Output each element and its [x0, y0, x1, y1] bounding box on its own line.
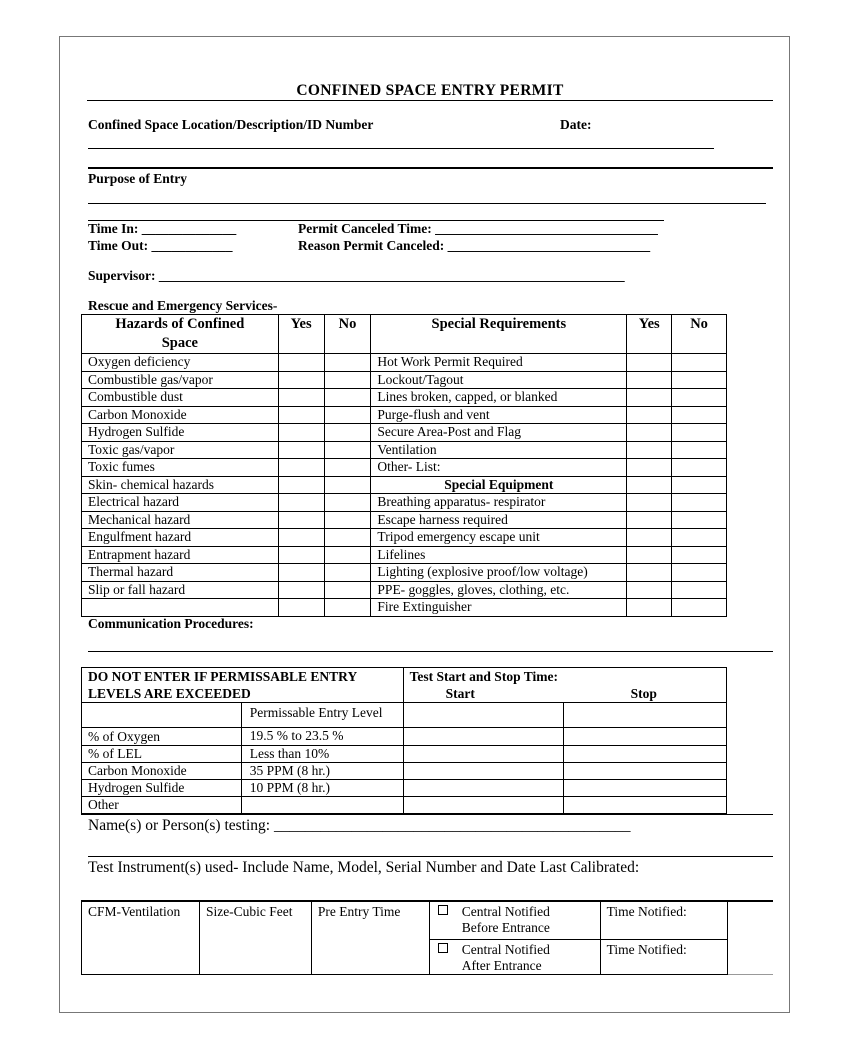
cfm-ventilation-cell: CFM-Ventilation	[82, 902, 200, 975]
hazard-cell: Combustible gas/vapor	[82, 371, 279, 389]
checkbox-icon[interactable]	[438, 905, 448, 915]
entry-level	[241, 797, 403, 814]
hazards-header: Hazards of Confined Space	[82, 315, 279, 354]
requirement-cell: PPE- goggles, gloves, clothing, etc.	[371, 581, 627, 599]
central-before-entrance[interactable]	[429, 902, 600, 940]
stop-cell[interactable]	[564, 728, 727, 746]
requirement-cell: Hot Work Permit Required	[371, 354, 627, 372]
entry-level: 19.5 % to 23.5 %	[241, 728, 403, 746]
table-row	[82, 406, 727, 424]
test-time-label: Test Start and Stop Time:	[409, 669, 558, 684]
checkbox-icon[interactable]	[438, 943, 448, 953]
no-cell[interactable]	[672, 494, 727, 512]
no-cell[interactable]	[324, 529, 371, 547]
no-cell[interactable]	[672, 406, 727, 424]
yes-cell[interactable]	[627, 389, 672, 407]
hazard-cell: Mechanical hazard	[82, 511, 279, 529]
test-item: % of LEL	[82, 746, 242, 763]
test-instruments-label: Test Instrument(s) used- Include Name, Model, Serial Number and Date Last Calibrated:	[88, 859, 640, 876]
test-time-cell	[403, 668, 726, 703]
table-row	[82, 564, 727, 582]
yes-cell[interactable]	[627, 494, 672, 512]
no-cell[interactable]	[324, 599, 371, 617]
hazard-cell: Skin- chemical hazards	[82, 476, 279, 494]
no-cell[interactable]	[324, 581, 371, 599]
no-cell[interactable]	[672, 441, 727, 459]
yes-cell[interactable]	[278, 581, 324, 599]
start-cell[interactable]	[403, 728, 564, 746]
communication-line[interactable]	[88, 651, 773, 652]
no-cell[interactable]	[672, 546, 727, 564]
entry-level: 35 PPM (8 hr.)	[241, 763, 403, 780]
location-line[interactable]	[88, 148, 714, 149]
no-cell[interactable]	[672, 511, 727, 529]
entry-level: 10 PPM (8 hr.)	[241, 780, 403, 797]
requirement-cell: Purge-flush and vent	[371, 406, 627, 424]
communication-label: Communication Procedures:	[88, 616, 254, 631]
do-not-enter-warning: DO NOT ENTER IF PERMISSABLE ENTRY LEVELS ARE EXCEEDED	[82, 668, 404, 703]
stop-cell[interactable]	[564, 763, 727, 780]
no-cell[interactable]	[324, 511, 371, 529]
yes-cell[interactable]	[278, 459, 324, 477]
instruments-rule	[88, 856, 773, 857]
table-row	[82, 494, 727, 512]
table-row	[82, 459, 727, 477]
yes-cell[interactable]	[278, 494, 324, 512]
no-cell[interactable]	[672, 424, 727, 442]
no-cell[interactable]	[324, 494, 371, 512]
yes-cell[interactable]	[627, 529, 672, 547]
yes-cell[interactable]	[278, 511, 324, 529]
yes-cell[interactable]	[627, 371, 672, 389]
no-cell[interactable]	[324, 371, 371, 389]
table-row	[82, 441, 727, 459]
yes-cell[interactable]	[627, 459, 672, 477]
table-row	[82, 581, 727, 599]
requirement-cell: Lifelines	[371, 546, 627, 564]
entry-level: Less than 10%	[241, 746, 403, 763]
requirement-cell: Ventilation	[371, 441, 627, 459]
no-cell[interactable]	[324, 424, 371, 442]
stop-label: Stop	[630, 686, 657, 701]
supervisor-field[interactable]: Supervisor: _____________________________________________________________________	[88, 268, 625, 283]
test-item: Other	[82, 797, 242, 814]
yes-cell[interactable]	[627, 441, 672, 459]
start-cell[interactable]	[403, 763, 564, 780]
test-item: Carbon Monoxide	[82, 763, 242, 780]
no-cell[interactable]	[672, 389, 727, 407]
no-cell[interactable]	[324, 441, 371, 459]
location-label: Confined Space Location/Description/ID Number	[88, 117, 374, 132]
table-row	[82, 546, 727, 564]
no-cell[interactable]	[324, 546, 371, 564]
yes-cell[interactable]	[627, 546, 672, 564]
yes-cell[interactable]	[627, 406, 672, 424]
no-cell[interactable]	[672, 529, 727, 547]
yes-cell[interactable]	[627, 476, 672, 494]
table-row	[82, 354, 727, 372]
table-row	[82, 511, 727, 529]
yes-cell[interactable]	[627, 599, 672, 617]
yes-cell[interactable]	[278, 564, 324, 582]
purpose-label: Purpose of Entry	[88, 171, 187, 186]
hazard-cell: Hydrogen Sulfide	[82, 424, 279, 442]
start-cell[interactable]	[403, 780, 564, 797]
yes-cell[interactable]	[278, 424, 324, 442]
time-notified-before[interactable]: Time Notified:	[600, 902, 727, 940]
no-cell[interactable]	[672, 599, 727, 617]
no-cell[interactable]	[324, 476, 371, 494]
yes-cell[interactable]	[627, 424, 672, 442]
no-cell[interactable]	[672, 371, 727, 389]
rescue-label: Rescue and Emergency Services-	[88, 298, 278, 313]
yes-header-2: Yes	[627, 315, 672, 354]
yes-cell[interactable]	[278, 476, 324, 494]
hazard-cell: Slip or fall hazard	[82, 581, 279, 599]
no-cell[interactable]	[324, 406, 371, 424]
requirement-cell: Lines broken, capped, or blanked	[371, 389, 627, 407]
no-cell[interactable]	[672, 476, 727, 494]
no-cell[interactable]	[672, 581, 727, 599]
time-in-label[interactable]: Time In: ______________	[88, 221, 237, 236]
yes-cell[interactable]	[278, 529, 324, 547]
hazard-cell: Toxic gas/vapor	[82, 441, 279, 459]
yes-cell[interactable]	[627, 564, 672, 582]
special-equipment-heading: Special Equipment	[371, 476, 627, 494]
central-before-line1: Central Notified	[461, 904, 550, 919]
start-cell[interactable]	[403, 797, 564, 814]
start-cell[interactable]	[403, 746, 564, 763]
requirement-cell: Tripod emergency escape unit	[371, 529, 627, 547]
table-row	[82, 763, 727, 780]
no-cell[interactable]	[324, 354, 371, 372]
table-row	[82, 424, 727, 442]
yes-cell[interactable]	[278, 354, 324, 372]
table-row	[82, 780, 727, 797]
blank-cell	[727, 940, 773, 975]
table-row	[82, 371, 727, 389]
requirement-cell: Secure Area-Post and Flag	[371, 424, 627, 442]
persons-testing-field[interactable]: Name(s) or Person(s) testing: ______________________________________________	[88, 817, 631, 834]
time-notified-after[interactable]: Time Notified:	[600, 940, 727, 975]
entry-level-table	[81, 667, 727, 814]
central-before-line2: Before Entrance	[461, 920, 550, 935]
yes-cell[interactable]	[627, 354, 672, 372]
yes-cell[interactable]	[627, 581, 672, 599]
stop-cell[interactable]	[564, 746, 727, 763]
central-after-line2: After Entrance	[461, 958, 542, 973]
start-label: Start	[445, 686, 475, 701]
hazard-cell: Entrapment hazard	[82, 546, 279, 564]
requirement-cell: Lighting (explosive proof/low voltage)	[371, 564, 627, 582]
table-row	[82, 599, 727, 617]
no-cell[interactable]	[324, 564, 371, 582]
stop-cell[interactable]	[564, 797, 727, 814]
hazard-cell: Toxic fumes	[82, 459, 279, 477]
yes-cell[interactable]	[627, 511, 672, 529]
requirement-cell: Fire Extinguisher	[371, 599, 627, 617]
stop-cell[interactable]	[564, 703, 727, 728]
purpose-line-1[interactable]	[88, 203, 766, 204]
no-cell[interactable]	[672, 564, 727, 582]
hazard-cell	[82, 599, 279, 617]
no-header: No	[324, 315, 371, 354]
blank-cell	[727, 902, 773, 940]
yes-cell[interactable]	[278, 599, 324, 617]
no-header-2: No	[672, 315, 727, 354]
requirement-cell: Lockout/Tagout	[371, 371, 627, 389]
yes-cell[interactable]	[278, 406, 324, 424]
start-cell[interactable]	[403, 703, 564, 728]
yes-cell[interactable]	[278, 546, 324, 564]
stop-cell[interactable]	[564, 780, 727, 797]
ventilation-table	[81, 901, 773, 975]
size-cubic-feet-cell: Size-Cubic Feet	[199, 902, 311, 975]
permissable-level-header: Permissable Entry Level	[241, 703, 403, 728]
hazards-table	[81, 314, 727, 617]
requirement-cell: Breathing apparatus- respirator	[371, 494, 627, 512]
test-item: % of Oxygen	[82, 728, 242, 746]
central-after-line1: Central Notified	[461, 942, 550, 957]
requirement-cell: Other- List:	[371, 459, 627, 477]
date-label: Date:	[560, 117, 592, 132]
yes-cell[interactable]	[278, 389, 324, 407]
hazard-cell: Thermal hazard	[82, 564, 279, 582]
no-cell[interactable]	[324, 459, 371, 477]
yes-cell[interactable]	[278, 441, 324, 459]
table-row	[82, 797, 727, 814]
hazard-cell: Engulfment hazard	[82, 529, 279, 547]
pre-entry-time-cell: Pre Entry Time	[311, 902, 429, 975]
page-title: CONFINED SPACE ENTRY PERMIT	[296, 82, 564, 99]
central-after-entrance[interactable]	[429, 940, 600, 975]
section-rule	[88, 167, 773, 169]
table-row	[82, 728, 727, 746]
table-row	[82, 529, 727, 547]
hazard-cell: Oxygen deficiency	[82, 354, 279, 372]
table-row	[82, 389, 727, 407]
requirement-cell: Escape harness required	[371, 511, 627, 529]
yes-cell[interactable]	[278, 371, 324, 389]
title-rule	[87, 100, 773, 101]
hazard-cell: Carbon Monoxide	[82, 406, 279, 424]
hazard-cell: Electrical hazard	[82, 494, 279, 512]
reason-permit-canceled[interactable]: Reason Permit Canceled: ______________________________	[298, 238, 651, 253]
permit-canceled-time[interactable]: Permit Canceled Time: _________________________________	[298, 221, 658, 236]
test-item: Hydrogen Sulfide	[82, 780, 242, 797]
table-row	[82, 746, 727, 763]
no-cell[interactable]	[672, 459, 727, 477]
special-requirements-header: Special Requirements	[371, 315, 627, 354]
no-cell[interactable]	[324, 389, 371, 407]
yes-header: Yes	[278, 315, 324, 354]
hazard-cell: Combustible dust	[82, 389, 279, 407]
testing-rule	[81, 814, 773, 815]
blank-cell	[82, 703, 242, 728]
table-row	[82, 476, 727, 494]
no-cell[interactable]	[672, 354, 727, 372]
time-out-label[interactable]: Time Out: ____________	[88, 238, 233, 253]
